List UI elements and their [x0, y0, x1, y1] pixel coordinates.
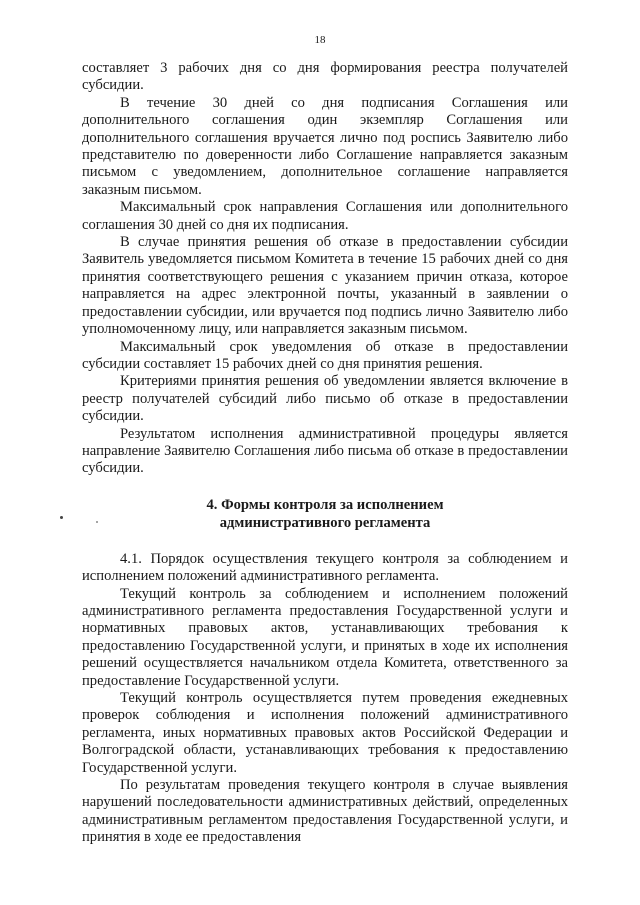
document-body [82, 60, 568, 847]
paragraph: Максимальный срок направления Соглашения или дополнительного соглашения 30 дней со дня их подписания. [82, 199, 568, 233]
section-heading-line: 4. Формы контроля за исполнением [206, 496, 444, 513]
paragraph: 4.1. Порядок осуществления текущего контроля за соблюдением и исполнением положений административного регламента. [82, 550, 568, 585]
paragraph: В течение 30 дней со дня подписания Соглашения или дополнительного соглашения один экземпляр Соглашения или дополнительного соглашения вручается лично под роспись Заявителю либо представителю по доверенности либо Соглашение направляется заказным письмом с уведомлением, дополнительное соглашение направляется заказным письмом. [82, 94, 568, 198]
paragraph: Текущий контроль за соблюдением и исполнением положений административного регламента предоставления Государственной услуги и нормативных правовых актов, устанавливающих требования к предоставлению Государственной услуги, и принятых в ходе их исполнения решений осуществляется начальником отдела Комитета, ответственного за предоставление Государственной услуги. [82, 585, 568, 689]
paragraph: По результатам проведения текущего контроля в случае выявления нарушений последовательности административных действий, определенных административным регламентом предоставления Государственной услуги, и принятия в ходе ее предоставления [82, 777, 568, 846]
paragraph: Максимальный срок уведомления об отказе в предоставлении субсидии составляет 15 рабочих дней со дня принятия решения. [82, 338, 568, 372]
paragraph: Результатом исполнения административной процедуры является направление Заявителю Соглашения либо письма об отказе в предоставлении субсидии. [82, 425, 568, 477]
margin-mark [60, 516, 63, 519]
page-number: 18 [314, 34, 326, 46]
paragraph: В случае принятия решения об отказе в предоставлении субсидии Заявитель уведомляется письмом Комитета в течение 15 рабочих дней со дня принятия соответствующего решения с указанием причин отказа, которое направляется на адрес электронной почты, указанный в заявлении о предоставлении субсидии, или вручается под подпись лично Заявителю либо уполномоченному лицу, или направляется заказным письмом. [82, 234, 568, 338]
paragraph: Критериями принятия решения об уведомлении является включение в реестр получателей субсидий либо письмо об отказе в предоставлении субсидии. [82, 373, 568, 425]
paragraph: Текущий контроль осуществляется путем проведения ежедневных проверок соблюдения и исполнения положений административного регламента, иных нормативных правовых актов Российской Федерации и Волгоградской области, устанавливающих требования к предоставлению Государственной услуги. [82, 690, 568, 776]
section-heading [82, 496, 568, 532]
section-heading-line: административного регламента [219, 514, 431, 531]
paragraph: составляет 3 рабочих дня со дня формирования реестра получателей субсидии. [82, 60, 568, 94]
